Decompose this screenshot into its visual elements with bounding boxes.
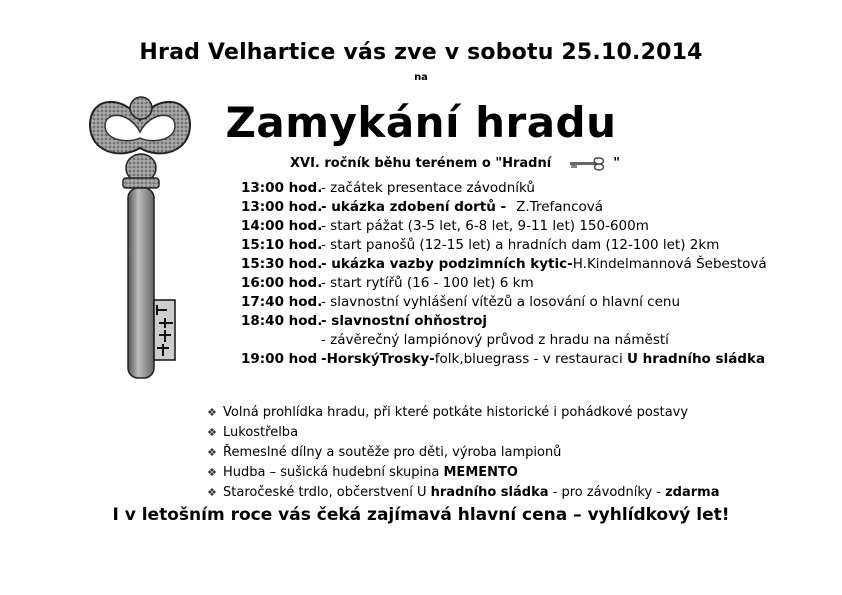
race-subtitle [290,156,620,171]
bullet-text: Řemeslné dílny a soutěže pro děti, výroba lampionů [223,445,562,460]
schedule-person: Z.Trefancová [516,199,604,215]
diamond-bullet-icon: ❖ [207,446,217,459]
schedule-row [241,332,669,348]
schedule-time: 13:00 hod. [241,180,323,196]
schedule-desc: - ukázka vazby podzimních kytic- [321,256,573,272]
bullet-text: Staročeské trdlo, občerstvení U [223,485,431,500]
bullet-item [207,465,518,480]
schedule-desc: - ukázka zdobení dortů - [321,199,507,215]
bullet-text: Lukostřelba [223,425,299,440]
bullet-item [207,405,688,420]
schedule-time: 19:00 hod [241,351,318,367]
schedule-desc: - start rytířů (16 - 100 let) 6 km [321,275,534,291]
venue-name: hradního sládka [430,485,549,500]
schedule-time: 15:10 hod. [241,237,323,253]
invitation-headline: Hrad Velhartice vás zve v sobotu 25.10.2014 [139,40,703,65]
schedule-row [241,199,603,215]
schedule-row [241,237,719,253]
schedule-desc: - start panošů (12-15 let) a hradních dam (12-100 let) 2km [321,237,720,253]
schedule-time: 13:00 hod. [241,199,323,215]
bullet-text: Hudba – sušická hudební skupina [223,465,444,480]
diamond-bullet-icon: ❖ [207,466,217,479]
bullet-text: - pro závodníky - [548,485,666,500]
schedule-time: 15:30 hod. [241,256,323,272]
diamond-bullet-icon: ❖ [207,406,217,419]
schedule-row [241,294,680,310]
event-title: Zamykání hradu [225,98,617,147]
schedule-person: folk,bluegrass - v restauraci [434,351,623,367]
schedule-desc: - slavnostní vyhlášení vítězů a losování o hlavní cenu [321,294,681,310]
schedule-row [241,256,767,272]
schedule-time: 17:40 hod. [241,294,323,310]
schedule-desc: - slavnostní ohňostroj [321,313,488,329]
subtitle-closing-quote: " [613,156,620,171]
bullet-item [207,425,298,440]
schedule-desc: - start pážat (3-5 let, 6-8 let, 9-11 let) 150-600m [321,218,649,234]
schedule-person: H.Kindelmannová Šebestová [572,256,767,272]
bullet-item [207,445,561,460]
diamond-bullet-icon: ❖ [207,486,217,499]
bullet-text: Volná prohlídka hradu, při které potkáte historické i pohádkové postavy [223,405,689,420]
band-name: MEMENTO [443,465,518,480]
free-label: zdarma [665,485,720,500]
connector-text: na [414,72,428,83]
schedule-time: 14:00 hod. [241,218,323,234]
small-key-icon [569,157,607,171]
schedule-row [241,351,765,367]
schedule-row [241,218,649,234]
bullet-item [207,485,719,500]
subtitle-text: XVI. ročník běhu terénem o "Hradní [290,156,552,171]
schedule-row [241,180,535,196]
schedule-time: 16:00 hod. [241,275,323,291]
schedule-desc: -HorskýTrosky- [321,351,435,367]
schedule-desc: - začátek presentace závodníků [321,180,535,196]
diamond-bullet-icon: ❖ [207,426,217,439]
schedule-desc: - závěrečný lampiónový průvod z hradu na náměstí [321,332,669,348]
schedule-row [241,275,534,291]
prize-announcement: I v letošním roce vás čeká zajímavá hlavní cena – vyhlídkový let! [112,505,730,525]
schedule-row [241,313,487,329]
schedule-venue: U hradního sládka [627,351,766,367]
schedule-time: 18:40 hod. [241,313,323,329]
